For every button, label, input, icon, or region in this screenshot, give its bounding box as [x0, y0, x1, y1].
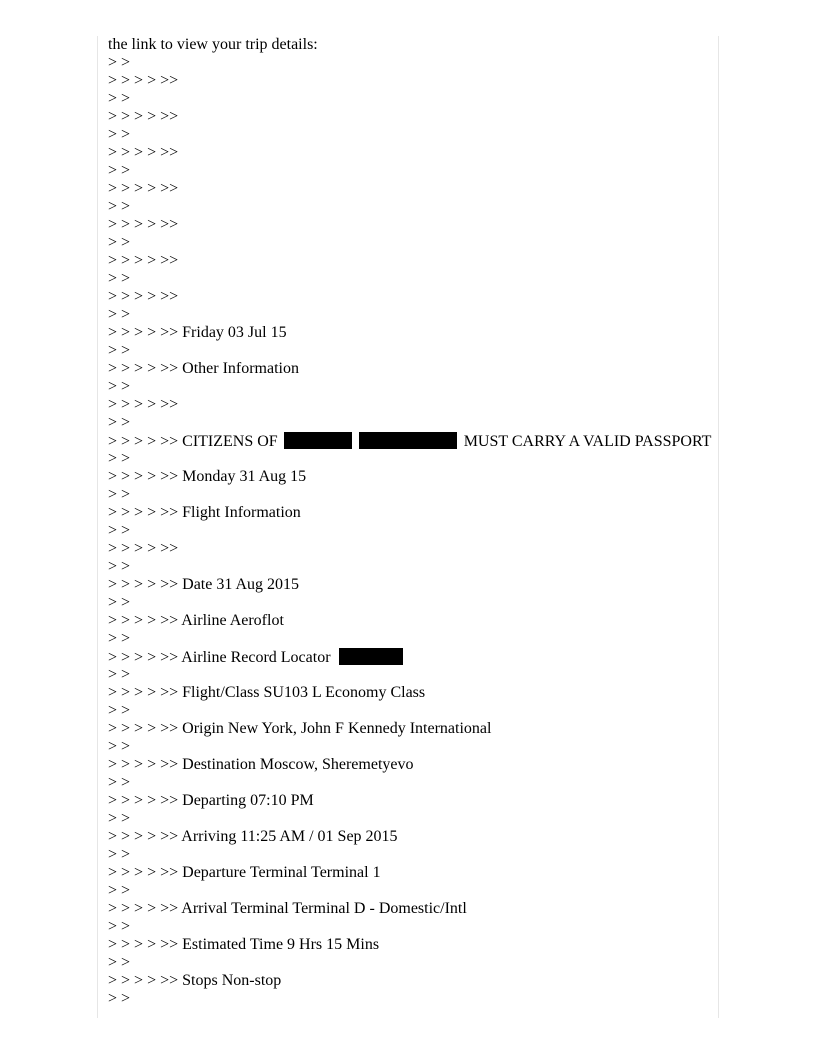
flight-date-line: > > > > >> Monday 31 Aug 15	[108, 468, 307, 485]
quote-line: > > > > >>	[108, 144, 179, 161]
flight-date-detail: > > > > >> Date 31 Aug 2015	[108, 576, 300, 593]
quote-line: > > > > >>	[108, 108, 179, 125]
redaction-block	[339, 648, 403, 665]
quote-line: > > > > >>	[108, 288, 179, 305]
stops-detail: > > > > >> Stops Non-stop	[108, 972, 282, 989]
quote-line: > >	[108, 522, 131, 539]
quote-line: > >	[108, 306, 131, 323]
quote-line: > >	[108, 774, 131, 791]
quote-line: > >	[108, 702, 131, 719]
passport-notice-suffix: MUST CARRY A VALID PASSPORT	[463, 433, 712, 450]
quote-line: > >	[108, 198, 131, 215]
quote-line: > >	[108, 90, 131, 107]
quote-line: > >	[108, 450, 131, 467]
flight-information-heading: > > > > >> Flight Information	[108, 504, 301, 521]
record-locator-label: > > > > >> Airline Record Locator	[108, 649, 331, 666]
trip-date-line: > > > > >> Friday 03 Jul 15	[108, 324, 287, 341]
quote-line: > >	[108, 378, 131, 395]
quote-line: > > > > >>	[108, 396, 179, 413]
origin-detail: > > > > >> Origin New York, John F Kennedy International	[108, 720, 492, 737]
record-locator-line	[108, 648, 713, 666]
estimated-time-detail: > > > > >> Estimated Time 9 Hrs 15 Mins	[108, 936, 380, 953]
quote-line: > > > > >>	[108, 252, 179, 269]
passport-notice-prefix: > > > > >> CITIZENS OF	[108, 433, 278, 450]
quote-line: > > > > >>	[108, 216, 179, 233]
quote-line: > >	[108, 882, 131, 899]
passport-notice	[108, 432, 713, 450]
quote-line: > >	[108, 738, 131, 755]
redaction-block	[284, 432, 352, 449]
arriving-detail: > > > > >> Arriving 11:25 AM / 01 Sep 2015	[108, 828, 398, 845]
quote-line: > > > > >>	[108, 72, 179, 89]
quote-line: > > > > >>	[108, 180, 179, 197]
departure-terminal-detail: > > > > >> Departure Terminal Terminal 1	[108, 864, 381, 881]
other-information-heading: > > > > >> Other Information	[108, 360, 299, 377]
quote-line: > >	[108, 126, 131, 143]
destination-detail: > > > > >> Destination Moscow, Sheremetyevo	[108, 756, 414, 773]
intro-text: the link to view your trip details:	[108, 36, 318, 53]
quote-line: > >	[108, 594, 131, 611]
quote-line: > >	[108, 954, 131, 971]
flight-class-detail: > > > > >> Flight/Class SU103 L Economy Class	[108, 684, 426, 701]
quote-line: > >	[108, 846, 131, 863]
quote-line: > >	[108, 918, 131, 935]
departing-detail: > > > > >> Departing 07:10 PM	[108, 792, 314, 809]
quote-line: > > > > >>	[108, 540, 179, 557]
quote-line: > >	[108, 342, 131, 359]
quote-line: > >	[108, 558, 131, 575]
redaction-block	[359, 432, 457, 449]
arrival-terminal-detail: > > > > >> Arrival Terminal Terminal D - Domestic/Intl	[108, 900, 467, 917]
quote-line: > >	[108, 666, 131, 683]
quote-line: > >	[108, 54, 131, 71]
quote-line: > >	[108, 810, 131, 827]
quote-line: > >	[108, 270, 131, 287]
quote-line: > >	[108, 630, 131, 647]
airline-detail: > > > > >> Airline Aeroflot	[108, 612, 284, 629]
quote-line: > >	[108, 414, 131, 431]
quote-line: > >	[108, 162, 131, 179]
quote-line: > >	[108, 486, 131, 503]
quote-line: > >	[108, 990, 131, 1007]
email-body	[108, 36, 713, 1008]
quote-line: > >	[108, 234, 131, 251]
